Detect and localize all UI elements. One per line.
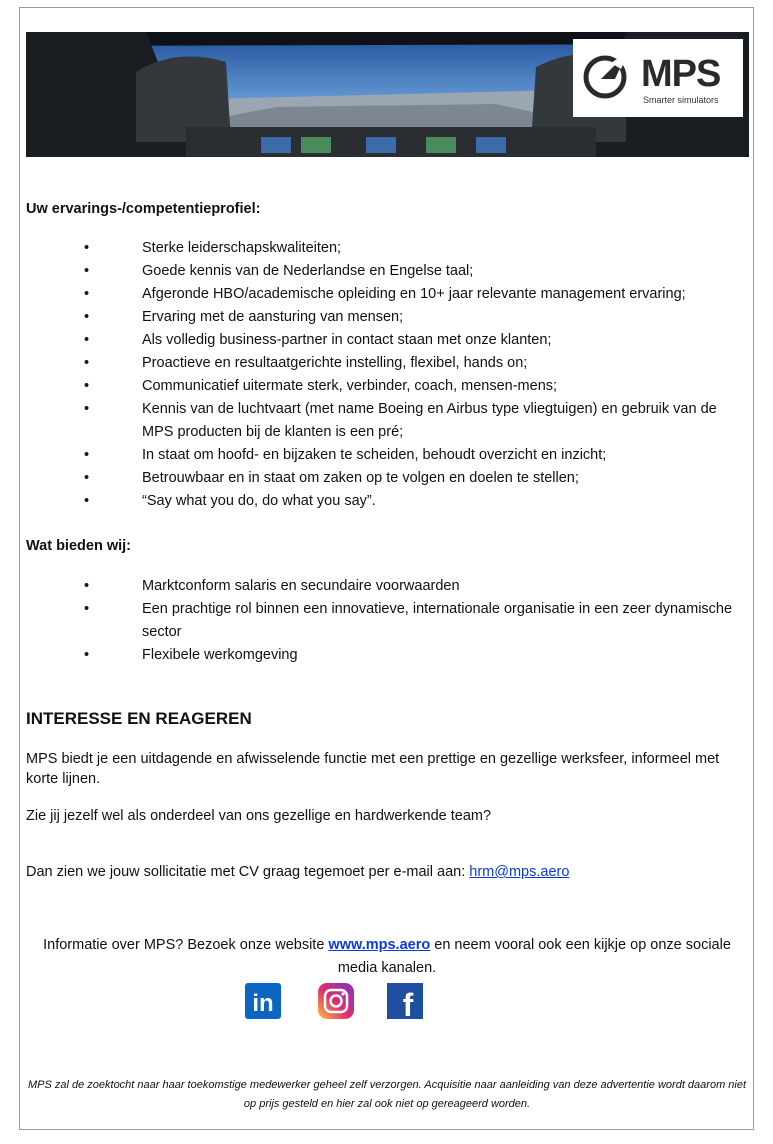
footer-disclaimer: MPS zal de zoektocht naar haar toekomstige medewerker geheel zelf verzorgen. Acquisitie naar aanleiding van deze advertentie wordt daarom niet op prijs gesteld en hier zal ook niet op gereageerd worden.	[27, 1079, 747, 1110]
mps-logo-icon	[581, 49, 633, 101]
list-item: • Marktconform salaris en secundaire voorwaarden	[84, 578, 460, 594]
logo-tagline: Smarter simulators	[643, 95, 719, 105]
apply-paragraph: Dan zien we jouw sollicitatie met CV graag tegemoet per e-mail aan: hrm@mps.aero	[26, 864, 570, 880]
website-link[interactable]: www.mps.aero	[328, 937, 431, 953]
list-item: • Een prachtige rol binnen een innovatieve, internationale organisatie in een zeer dynamische sector	[84, 601, 733, 640]
header-banner	[26, 32, 749, 157]
facebook-icon[interactable]	[387, 983, 423, 1019]
list-item: • Goede kennis van de Nederlandse en Engelse taal;	[84, 263, 474, 279]
info-paragraph: Informatie over MPS? Bezoek onze website www.mps.aero en neem vooral ook een kijkje op onze sociale media kanalen.	[43, 937, 731, 976]
mps-logo	[573, 39, 743, 117]
svg-text:f: f	[402, 987, 414, 1019]
email-link[interactable]: hrm@mps.aero	[469, 864, 570, 880]
list-item: • Communicatief uitermate sterk, verbinder, coach, mensen-mens;	[84, 378, 558, 394]
list-item: • Flexibele werkomgeving	[84, 647, 298, 663]
linkedin-icon[interactable]	[245, 983, 281, 1019]
list-item: • Afgeronde HBO/academische opleiding en 10+ jaar relevante management ervaring;	[84, 286, 686, 302]
interest-heading: INTERESSE EN REAGEREN	[26, 709, 252, 728]
offer-heading: Wat bieden wij:	[26, 538, 131, 554]
list-item: • Als volledig business-partner in contact staan met onze klanten;	[84, 332, 552, 348]
list-item: • In staat om hoofd- en bijzaken te scheiden, behoudt overzicht en inzicht;	[84, 447, 607, 463]
svg-text:in: in	[252, 990, 274, 1017]
team-question: Zie jij jezelf wel als onderdeel van ons gezellige en hardwerkende team?	[26, 808, 492, 824]
instagram-icon[interactable]	[318, 983, 354, 1019]
profile-list	[26, 237, 746, 513]
list-item: • Sterke leiderschapskwaliteiten;	[84, 240, 342, 256]
offer-list	[26, 575, 746, 667]
interest-paragraph: MPS biedt je een uitdagende en afwisselende functie met een prettige en gezellige werksfeer, informeel met korte lijnen.	[26, 751, 720, 787]
profile-heading: Uw ervarings-/competentieprofiel:	[26, 201, 261, 217]
list-item: • Betrouwbaar en in staat om zaken op te volgen en doelen te stellen;	[84, 470, 579, 486]
logo-text: MPS	[641, 53, 721, 95]
list-item: • Kennis van de luchtvaart (met name Boeing en Airbus type vliegtuigen) en gebruik van de MPS producten bij de klanten is een pré;	[84, 401, 717, 440]
list-item: • “Say what you do, do what you say”.	[84, 493, 376, 509]
list-item: • Ervaring met de aansturing van mensen;	[84, 309, 404, 325]
list-item: • Proactieve en resultaatgerichte instelling, flexibel, hands on;	[84, 355, 528, 371]
